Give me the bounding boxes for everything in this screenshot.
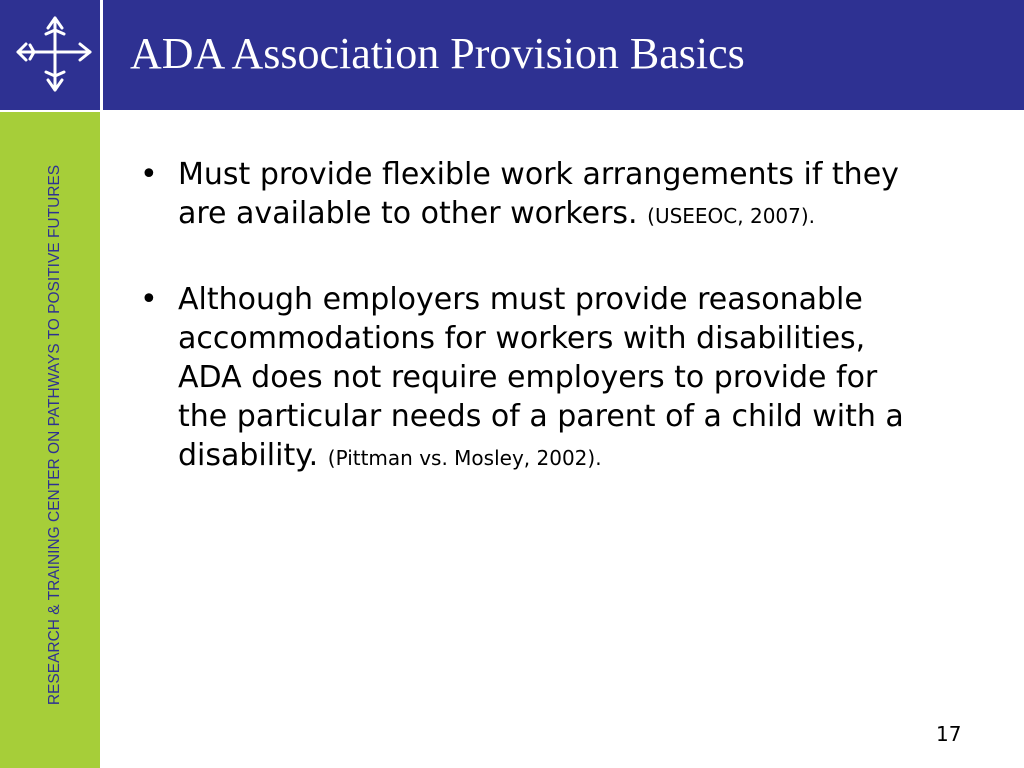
header-bar [0, 0, 1024, 110]
bullet-text: Although employers must provide reasonable accommodations for workers with disabilities, ADA does not require employers to provide for the particular needs of a parent of a child with a disability. [178, 282, 904, 473]
slide-body [140, 155, 930, 522]
organization-name: RESEARCH & TRAINING CENTER ON PATHWAYS TO POSITIVE FUTURES [46, 164, 63, 706]
bullet-citation: (Pittman vs. Mosley, 2002). [327, 446, 602, 470]
bullet-citation: (USEEOC, 2007). [647, 204, 816, 228]
bullet-text: Must provide flexible work arrangements if they are available to other workers. [178, 157, 899, 231]
bullet-list [140, 155, 930, 478]
bullet-dot: • [140, 282, 158, 317]
slide-title: ADA Association Provision Basics [130, 29, 745, 78]
bullet-item [140, 280, 930, 478]
compass-arrows-icon [0, 0, 100, 110]
header-divider [100, 0, 103, 110]
bullet-item [140, 155, 930, 236]
bullet-dot: • [140, 157, 158, 192]
page-number: 17 [936, 722, 962, 746]
